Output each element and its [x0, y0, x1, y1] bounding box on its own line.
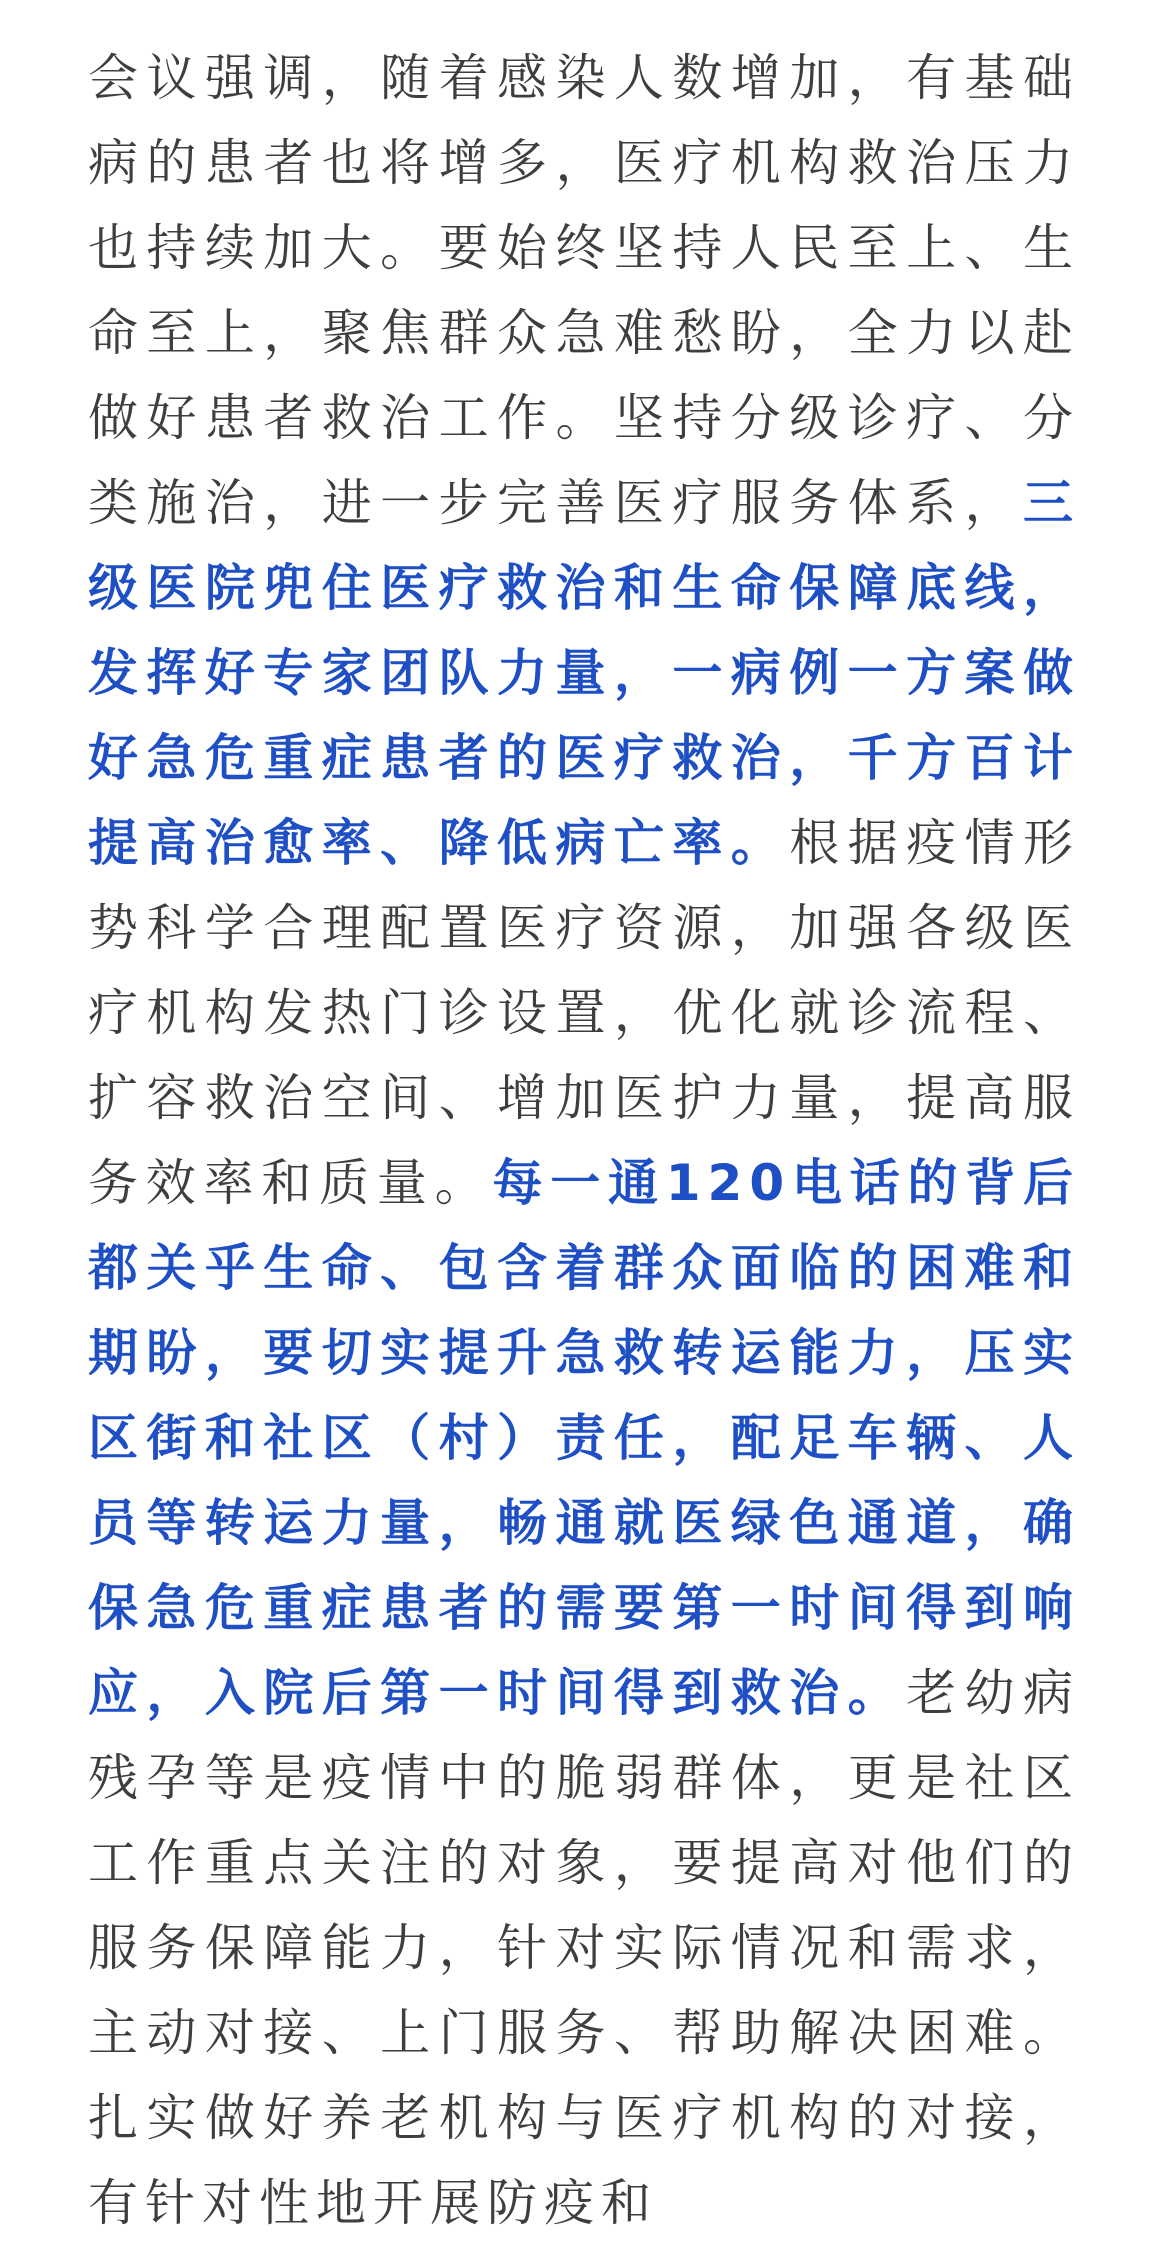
article-paragraph	[88, 36, 1080, 2246]
text-segment-intro: 会议强调，随着感染人数增加，有基础病的患者也将增多，医疗机构救治压力也持续加大。要始终坚持人民至上、生命至上，聚焦群众急难愁盼，全力以赴做好患者救治工作。坚持分级诊疗、分类施治，进一步完善医疗服务体系，	[88, 49, 1080, 532]
text-segment-resources: 根据疫情形势科学合理配置医疗资源，加强各级医疗机构发热门诊设置，优化就诊流程、扩容救治空间、增加医护力量，提高服务效率和质量。	[88, 814, 1080, 1212]
highlighted-text-emergency-transport: 每一通120电话的背后都关乎生命、包含着群众面临的困难和期盼，要切实提升急救转运能力，压实区街和社区（村）责任，配足车辆、人员等转运力量，畅通就医绿色通道，确保急危重症患者的需要第一时间得到响应，入院后第一时间得到救治。	[88, 1154, 1081, 1722]
article-body	[88, 36, 1080, 2246]
text-segment-vulnerable-groups: 老幼病残孕等是疫情中的脆弱群体，更是社区工作重点关注的对象，要提高对他们的服务保障能力，针对实际情况和需求，主动对接、上门服务、帮助解决困难。扎实做好养老机构与医疗机构的对接，有针对性地开展防疫和	[88, 1664, 1080, 2232]
highlighted-text-hospital-care: 三级医院兜住医疗救治和生命保障底线，发挥好专家团队力量，一病例一方案做好急危重症患者的医疗救治，千方百计提高治愈率、降低病亡率。	[88, 474, 1080, 872]
